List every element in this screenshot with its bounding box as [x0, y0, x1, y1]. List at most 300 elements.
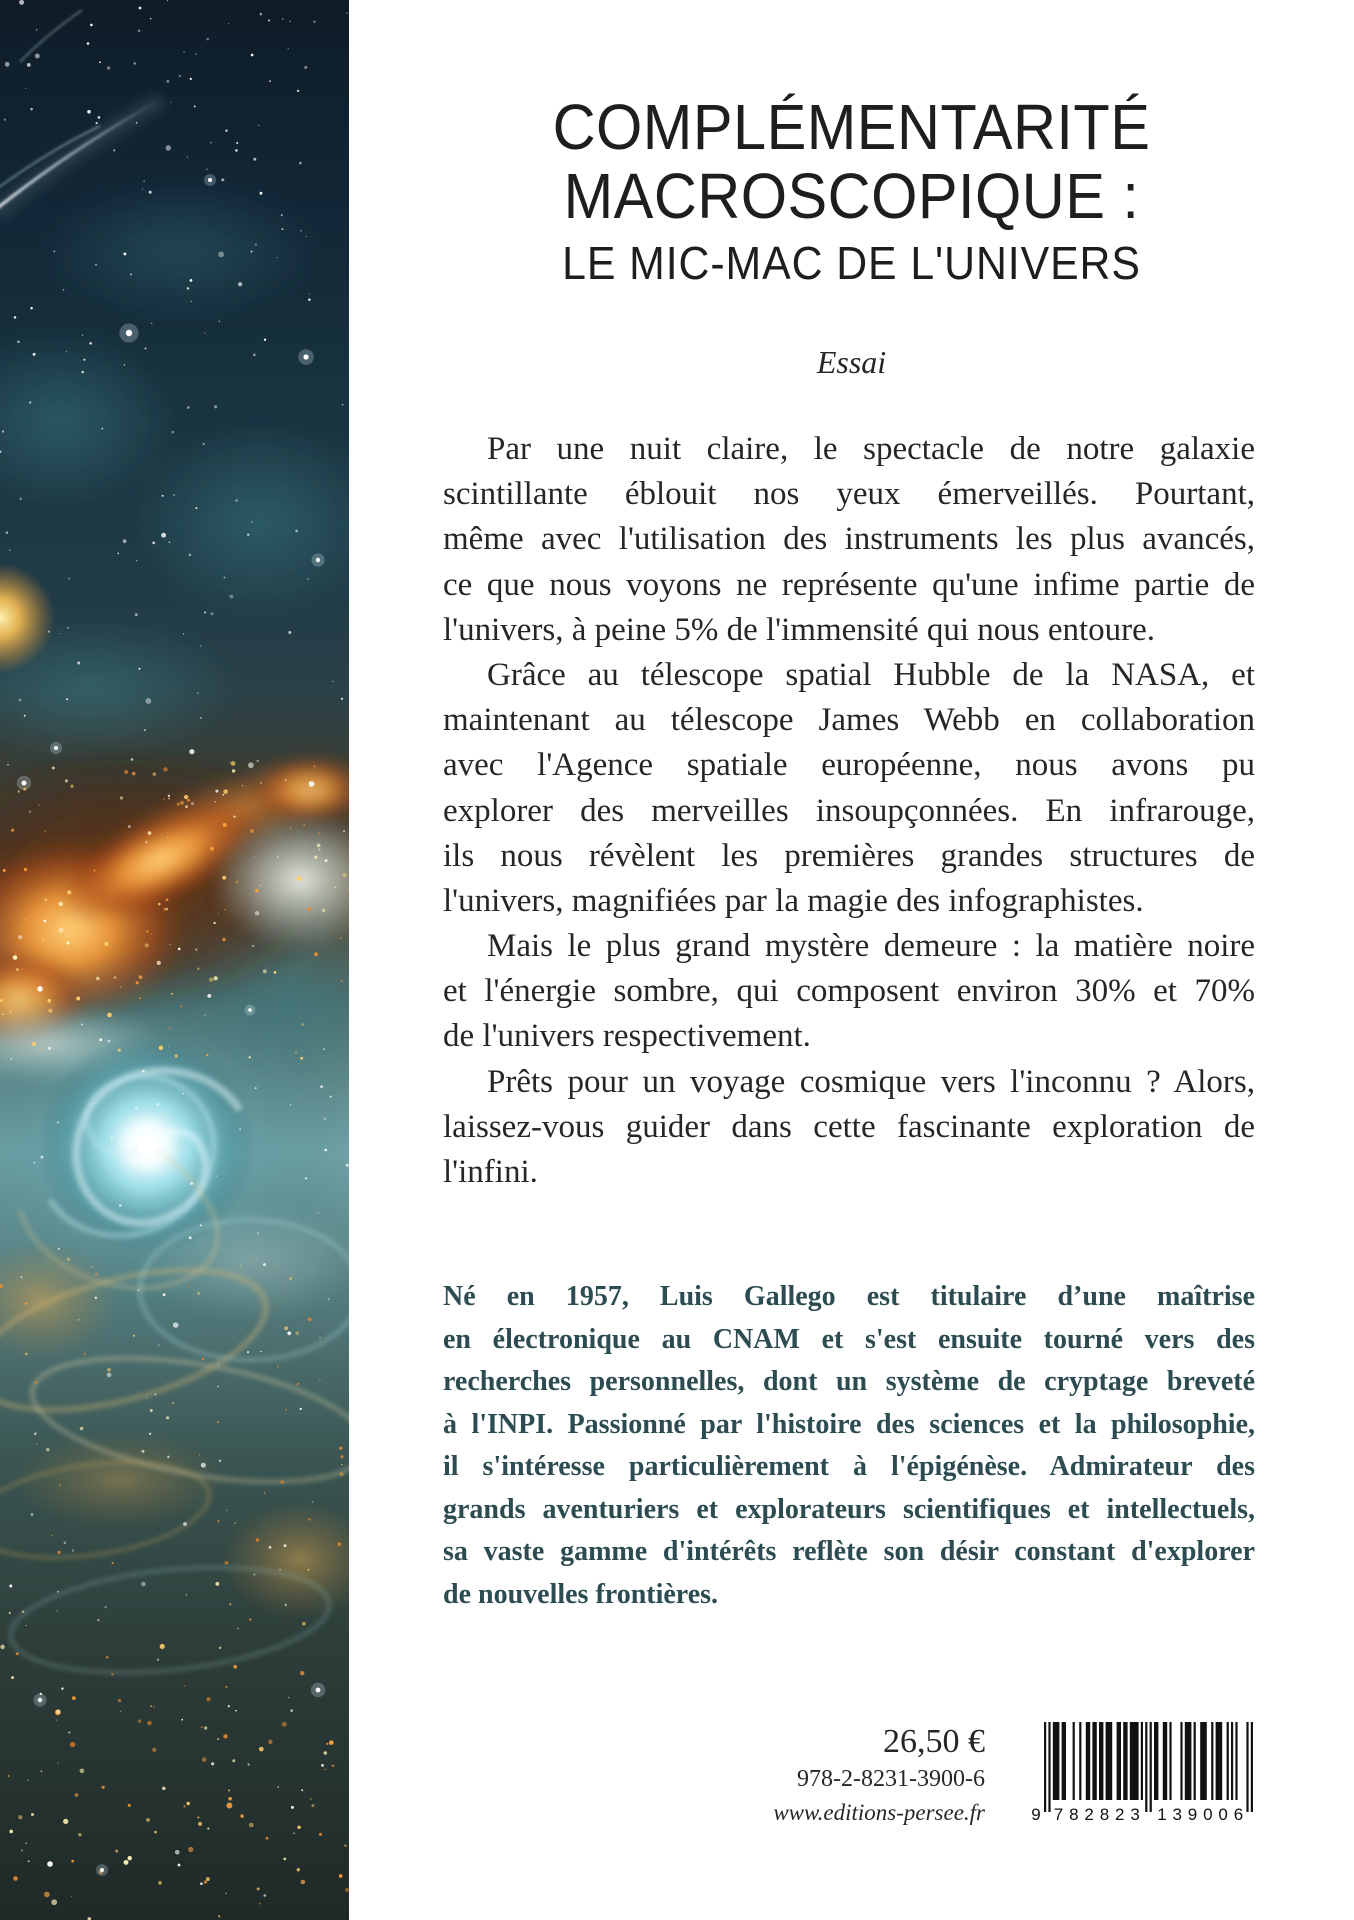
star	[34, 1432, 37, 1435]
barcode-bar	[1169, 1722, 1171, 1800]
star	[201, 1463, 206, 1468]
star	[187, 406, 190, 409]
star	[40, 1156, 43, 1159]
sparkle	[339, 1874, 343, 1878]
sparkle	[56, 1709, 61, 1714]
star	[253, 158, 256, 161]
bright-star	[248, 1008, 252, 1012]
sparkle	[204, 1880, 207, 1883]
sparkle	[224, 909, 225, 910]
star	[277, 856, 278, 857]
sparkle	[297, 1868, 300, 1871]
star	[200, 717, 202, 719]
sparkle	[233, 1665, 237, 1669]
star	[239, 1129, 241, 1131]
sparkle	[22, 968, 24, 970]
star	[173, 494, 175, 496]
isbn: 978-2-8231-3900-6	[797, 1766, 985, 1792]
sparkle	[25, 1842, 27, 1844]
sparkle	[218, 1915, 220, 1917]
sparkle	[52, 894, 55, 897]
star	[82, 335, 83, 336]
barcode-bar	[1106, 1722, 1113, 1800]
sparkle	[202, 1358, 205, 1361]
star	[225, 129, 227, 131]
star	[139, 7, 142, 10]
sparkle	[80, 1427, 84, 1431]
barcode-bar	[1062, 1722, 1066, 1800]
sparkle	[148, 831, 152, 835]
sparkle	[67, 890, 71, 894]
sparkle	[128, 1804, 131, 1807]
sparkle	[210, 847, 214, 851]
sparkle	[118, 1699, 121, 1702]
title-line-1: COMPLÉMENTARITÉ	[552, 91, 1151, 163]
star	[119, 1204, 122, 1207]
bright-star	[316, 558, 320, 562]
sparkle	[153, 1706, 155, 1708]
bright-star	[303, 354, 308, 359]
star	[230, 762, 231, 763]
sparkle	[34, 1381, 38, 1385]
sparkle	[162, 1787, 166, 1791]
bio-line: en électronique au CNAM et s'est ensuite tourné vers des	[443, 1323, 1255, 1355]
star	[332, 681, 333, 682]
star	[235, 499, 238, 502]
star	[247, 1763, 249, 1765]
sparkle	[207, 1827, 209, 1829]
star	[123, 539, 127, 543]
sparkle	[163, 798, 164, 799]
star	[175, 1850, 180, 1855]
sparkle	[202, 1757, 207, 1762]
sparkle	[24, 946, 26, 948]
barcode-bar	[1123, 1722, 1127, 1800]
sparkle	[197, 1816, 199, 1818]
sparkle	[139, 997, 141, 999]
star	[321, 1764, 324, 1767]
star	[155, 1394, 157, 1396]
star	[144, 347, 146, 349]
star	[218, 252, 224, 258]
star	[204, 611, 206, 613]
sparkle	[183, 1805, 185, 1807]
star	[290, 1104, 291, 1105]
star	[104, 1606, 106, 1608]
star	[146, 698, 152, 704]
star	[228, 23, 229, 24]
sparkle	[25, 1302, 28, 1305]
star	[35, 54, 40, 59]
sparkle	[145, 841, 147, 843]
sparkle	[233, 815, 235, 817]
sparkle	[282, 1722, 287, 1727]
sparkle	[295, 1332, 299, 1336]
bright-star	[316, 1688, 321, 1693]
star	[183, 633, 185, 635]
sparkle	[8, 1775, 10, 1777]
sparkle	[31, 1813, 34, 1816]
star	[342, 404, 344, 406]
sparkle	[297, 1826, 301, 1830]
barcode-bar	[1086, 1722, 1090, 1800]
sparkle	[334, 886, 336, 888]
star	[288, 48, 289, 49]
star	[260, 192, 263, 195]
star	[135, 1107, 138, 1110]
barcode-bar	[1211, 1722, 1213, 1800]
sparkle	[311, 1804, 314, 1807]
star	[190, 78, 192, 80]
sparkle	[188, 1847, 193, 1852]
star	[56, 1720, 57, 1721]
star	[238, 282, 242, 286]
star	[253, 1573, 255, 1575]
star	[301, 1789, 303, 1791]
star	[99, 61, 101, 63]
star	[158, 1344, 160, 1346]
sparkle	[18, 1815, 22, 1819]
sparkle	[133, 1335, 135, 1337]
genre-label: Essai	[816, 344, 887, 380]
star	[120, 987, 121, 988]
blurb-paragraph	[443, 653, 1255, 924]
bio-line: il s'intéresse particulièrement à l'épigénèse. Admirateur des	[443, 1451, 1255, 1482]
star	[178, 948, 181, 951]
star	[63, 289, 65, 291]
sparkle	[120, 796, 123, 799]
star	[251, 54, 254, 57]
star	[66, 351, 68, 353]
sparkle	[226, 1510, 227, 1511]
star	[251, 251, 253, 253]
sparkle	[274, 971, 277, 974]
star	[213, 922, 215, 924]
sparkle	[279, 1569, 280, 1570]
star	[27, 1780, 28, 1781]
barcode-bar	[1185, 1722, 1192, 1800]
star	[197, 692, 199, 694]
sparkle	[266, 1837, 269, 1840]
star	[20, 1276, 22, 1278]
star	[44, 920, 47, 923]
sparkle	[256, 1538, 259, 1541]
sparkle	[206, 1877, 210, 1881]
sparkle	[70, 785, 73, 788]
sparkle	[228, 1789, 230, 1791]
star	[328, 1298, 330, 1300]
barcode-left-digits: 782823	[1053, 1805, 1140, 1824]
sparkle	[234, 1522, 236, 1524]
sparkle	[217, 1738, 219, 1740]
sparkle	[46, 1448, 50, 1452]
sparkle	[322, 909, 326, 913]
barcode-bar	[1231, 1722, 1233, 1800]
star	[309, 781, 315, 787]
star	[18, 935, 22, 939]
star	[290, 1709, 293, 1712]
star	[210, 142, 212, 144]
star	[269, 1546, 272, 1549]
star	[6, 531, 9, 534]
star	[288, 631, 291, 634]
star	[346, 1164, 349, 1167]
star	[120, 1711, 121, 1712]
star	[167, 1456, 169, 1458]
bio-line: sa vaste gamme d'intérêts reflète son désir constant d'explorer	[443, 1536, 1255, 1567]
bio-line: à l'INPI. Passionné par l'histoire des sciences et la philosophie,	[443, 1408, 1255, 1440]
star	[168, 1046, 169, 1047]
star	[300, 230, 302, 232]
sparkle	[69, 940, 70, 941]
star	[264, 1894, 267, 1897]
sparkle	[206, 1054, 209, 1057]
star	[169, 541, 171, 543]
star	[195, 53, 196, 54]
sparkle	[9, 1612, 11, 1614]
star	[102, 428, 104, 430]
star	[111, 1137, 114, 1140]
star	[34, 1162, 36, 1164]
star	[203, 443, 205, 445]
star	[94, 1103, 95, 1104]
star	[187, 157, 188, 158]
star	[83, 359, 85, 361]
sparkle	[240, 1280, 241, 1281]
sparkle	[107, 1013, 112, 1018]
star	[19, 498, 22, 501]
sparkle	[301, 1023, 303, 1025]
sparkle	[180, 1006, 182, 1008]
sparkle	[185, 805, 188, 808]
sparkle	[219, 1647, 221, 1649]
sparkle	[250, 829, 254, 833]
sparkle	[42, 939, 45, 942]
sparkle	[302, 1622, 306, 1626]
sparkle	[115, 1850, 118, 1853]
blurb-line: Grâce au télescope spatial Hubble de la NASA, et	[487, 656, 1255, 693]
star	[324, 1118, 326, 1120]
star	[124, 364, 125, 365]
sparkle	[197, 1292, 201, 1296]
sparkle	[51, 1899, 57, 1905]
star	[263, 1263, 266, 1266]
barcode-bar	[1092, 1722, 1096, 1800]
star	[228, 1705, 230, 1707]
star	[170, 102, 171, 103]
star	[29, 401, 31, 403]
sparkle	[59, 1484, 61, 1486]
blurb-line: ils nous révèlent les premières grandes structures de	[443, 837, 1255, 874]
sparkle	[289, 1277, 292, 1280]
sparkle	[145, 943, 149, 947]
star	[71, 1896, 72, 1897]
star	[115, 1154, 116, 1155]
star	[24, 715, 26, 717]
sparkle	[300, 1057, 303, 1060]
barcode-bar	[1099, 1722, 1103, 1800]
star	[47, 1861, 53, 1867]
star	[38, 804, 39, 805]
sparkle	[163, 767, 167, 771]
star	[169, 944, 170, 945]
blurb-line: l'univers, à peine 5% de l'immensité qui nous entoure.	[443, 611, 1156, 648]
barcode-guard-bar	[1044, 1722, 1046, 1812]
star	[291, 1806, 294, 1809]
sparkle	[2, 1014, 4, 1016]
star	[300, 1408, 302, 1410]
star	[253, 354, 256, 357]
sparkle	[307, 1569, 309, 1571]
sparkle	[16, 968, 19, 971]
sparkle	[0, 1645, 4, 1649]
star	[166, 145, 172, 151]
star	[186, 1594, 187, 1595]
star	[59, 633, 60, 634]
sparkle	[225, 1561, 229, 1565]
star	[178, 1864, 181, 1867]
sparkle	[83, 1353, 86, 1356]
bio-line: Né en 1957, Luis Gallego est titulaire d’une maîtrise	[443, 1281, 1255, 1312]
sparkle	[9, 1010, 12, 1013]
sparkle	[48, 1009, 52, 1013]
sparkle	[295, 1052, 297, 1054]
sparkle	[326, 1743, 328, 1745]
star	[277, 257, 278, 258]
star	[252, 945, 254, 947]
star	[218, 913, 219, 914]
sparkle	[300, 1671, 304, 1675]
star	[142, 1450, 145, 1453]
star	[57, 1610, 58, 1611]
sparkle	[58, 1551, 61, 1554]
sparkle	[172, 1402, 174, 1404]
cover-artwork	[0, 0, 349, 1920]
sparkle	[325, 1769, 327, 1771]
subtitle: LE MIC-MAC DE L'UNIVERS	[562, 237, 1141, 289]
sparkle	[209, 977, 213, 981]
blurb-line: Prêts pour un voyage cosmique vers l'inconnu ? Alors,	[487, 1063, 1255, 1100]
star	[297, 90, 299, 92]
sparkle	[169, 1027, 171, 1029]
sparkle	[340, 1455, 343, 1458]
bright-star	[22, 781, 27, 786]
star	[57, 1591, 59, 1593]
sparkle	[106, 1656, 109, 1659]
star	[113, 149, 115, 151]
star	[96, 122, 98, 124]
sparkle	[9, 1830, 13, 1834]
sparkle	[204, 1014, 205, 1015]
sparkle	[222, 794, 224, 796]
sparkle	[75, 1793, 79, 1797]
sparkle	[71, 1860, 74, 1863]
star	[325, 859, 328, 862]
sparkle	[297, 876, 302, 881]
sparkle	[268, 1740, 272, 1744]
star	[251, 521, 253, 523]
star	[64, 1541, 67, 1544]
star	[299, 162, 302, 165]
star	[166, 80, 169, 83]
star	[53, 250, 55, 252]
star	[214, 405, 217, 408]
star	[183, 1522, 187, 1526]
sparkle	[222, 876, 226, 880]
sparkle	[198, 1822, 202, 1826]
price: 26,50 €	[883, 1723, 985, 1760]
star	[218, 320, 220, 322]
star	[95, 1297, 97, 1299]
sparkle	[313, 765, 315, 767]
sparkle	[199, 1454, 200, 1455]
star	[247, 534, 249, 536]
star	[287, 1331, 291, 1335]
sparkle	[66, 941, 69, 944]
star	[194, 105, 196, 107]
star	[254, 856, 255, 857]
star	[266, 1127, 267, 1128]
star	[235, 149, 238, 152]
barcode-guard-bar	[1150, 1722, 1152, 1812]
sparkle	[153, 772, 156, 775]
star	[235, 1710, 237, 1712]
sparkle	[187, 799, 190, 802]
barcode-bar	[1194, 1722, 1196, 1800]
star	[173, 1322, 179, 1328]
star	[161, 533, 166, 538]
sparkle	[117, 1048, 120, 1051]
star	[33, 353, 36, 356]
star	[204, 332, 205, 333]
star	[259, 13, 262, 16]
sparkle	[223, 823, 227, 827]
star	[97, 1619, 99, 1621]
sparkle	[166, 1416, 169, 1419]
sparkle	[25, 1353, 28, 1356]
barcode-bar	[1079, 1722, 1081, 1800]
bright-star	[38, 1698, 42, 1702]
bio-line: grands aventuriers et explorateurs scientifiques et intellectuels,	[443, 1493, 1255, 1525]
star	[324, 1149, 327, 1152]
star	[183, 51, 184, 52]
sparkle	[114, 976, 117, 979]
sparkle	[229, 1603, 231, 1605]
barcode-bar	[1141, 1722, 1143, 1800]
star	[309, 293, 310, 294]
sparkle	[228, 1797, 231, 1800]
sparkle	[184, 795, 188, 799]
star	[343, 830, 345, 832]
star	[257, 760, 259, 762]
star	[319, 1337, 321, 1339]
star	[218, 1363, 219, 1364]
sparkle	[65, 779, 68, 782]
sparkle	[307, 907, 311, 911]
sparkle	[31, 1513, 34, 1516]
sparkle	[180, 801, 184, 805]
sparkle	[24, 868, 27, 871]
star	[206, 38, 209, 41]
star	[14, 316, 17, 319]
blurb-line: laissez-vous guider dans cette fascinante exploration de	[443, 1108, 1255, 1145]
sparkle	[11, 1676, 14, 1679]
star	[81, 371, 83, 373]
star	[25, 1625, 26, 1626]
sparkle	[44, 898, 47, 901]
star	[138, 30, 141, 33]
barcode-bar	[1235, 1722, 1237, 1800]
